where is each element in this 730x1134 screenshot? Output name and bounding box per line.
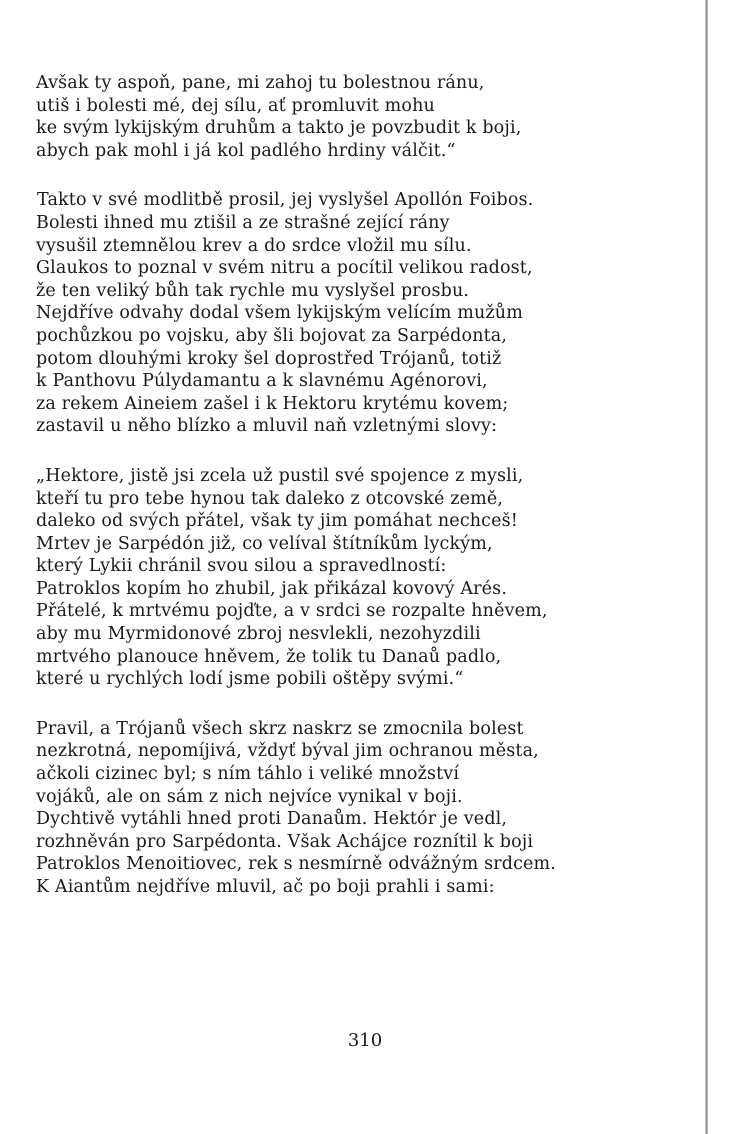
text-line: Mrtev je Sarpédón již, co velíval štítníkům lyckým, (36, 533, 493, 554)
text-line: mrtvého planouce hněvem, že tolik tu Danaů padlo, (36, 646, 502, 667)
text-line: utiš i bolesti mé, dej sílu, ať promluvit mohu (36, 95, 435, 116)
text-line: Patroklos Menoitiovec, rek s nesmírně odvážným srdcem. (36, 854, 556, 875)
page-number: 310 (347, 1030, 383, 1051)
text-line: který Lykii chránil svou silou a spravedlností: (36, 556, 447, 577)
text-line: Avšak ty aspoň, pane, mi zahoj tu bolestnou ránu, (36, 73, 485, 93)
text-line: Bolesti ihned mu ztišil a ze strašné zející rány (36, 212, 450, 233)
text-line: daleko od svých přátel, však ty jim pomáhat nechceš! (36, 511, 518, 532)
stanza-4 (36, 718, 676, 899)
stanza-2 (36, 189, 676, 438)
text-line: potom dlouhými kroky šel doprostřed Trójanů, totiž (36, 348, 502, 369)
text-line: aby mu Myrmidonové zbroj nesvlekli, nezohyzdili (36, 624, 481, 645)
text-line: Nejdříve odvahy dodal všem lykijským velícím mužům (36, 303, 523, 324)
text-line: Takto v své modlitbě prosil, jej vyslyšel Apollón Foibos. (37, 190, 534, 211)
text-line: za rekem Aineiem zašel i k Hektoru krytému kovem; (36, 393, 509, 414)
text-line: vojáků, ale on sám z nich nejvíce vynikal v boji. (36, 786, 463, 807)
text-line: zastavil u něho blízko a mluvil naň vzletnými slovy: (36, 416, 498, 437)
text-line: že ten veliký bůh tak rychle mu vyslyšel prosbu. (36, 280, 470, 301)
page-spine-shadow (705, 0, 708, 1134)
text-line: které u rychlých lodí jsme pobili oštěpy svými.“ (36, 669, 464, 690)
text-line: Patroklos kopím ho zhubil, jak přikázal kovový Arés. (36, 578, 508, 599)
text-line: abych pak mohl i já kol padlého hrdiny válčit.“ (36, 140, 456, 161)
text-line: Dychtivě vytáhli hned proti Danaům. Hektór je vedl, (36, 809, 508, 830)
stanza-1 (36, 72, 676, 162)
text-line: nezkrotná, nepomíjivá, vždyť býval jim ochranou města, (36, 741, 539, 762)
text-line: Pravil, a Trójanů všech skrz naskrz se zmocnila bolest (36, 718, 524, 739)
text-line: Glaukos to poznal v svém nitru a pocítil velikou radost, (36, 258, 533, 279)
text-line: rozhněván pro Sarpédonta. Však Achájce roznítil k boji (36, 831, 534, 852)
stanza-3 (36, 465, 676, 691)
text-line: Přátelé, k mrtvému pojďte, a v srdci se rozpalte hněvem, (36, 601, 548, 622)
text-line: ačkoli cizinec byl; s ním táhlo i veliké množství (36, 764, 460, 785)
text-line: pochůzkou po vojsku, aby šli bojovat za Sarpédonta, (36, 325, 508, 346)
text-line: k Panthovu Púlydamantu a k slavnému Agénorovi, (36, 371, 488, 392)
text-line: vysušil ztemnělou krev a do srdce vložil mu sílu. (36, 235, 472, 256)
text-line: K Aiantům nejdříve mluvil, ač po boji prahli i sami: (36, 877, 495, 897)
text-line: ke svým lykijským druhům a takto je povzbudit k boji, (36, 118, 522, 139)
poem-text (36, 72, 676, 926)
text-line: „Hektore, jistě jsi zcela už pustil své spojence z mysli, (36, 465, 524, 486)
text-line: kteří tu pro tebe hynou tak daleko z otcovské země, (36, 488, 504, 509)
